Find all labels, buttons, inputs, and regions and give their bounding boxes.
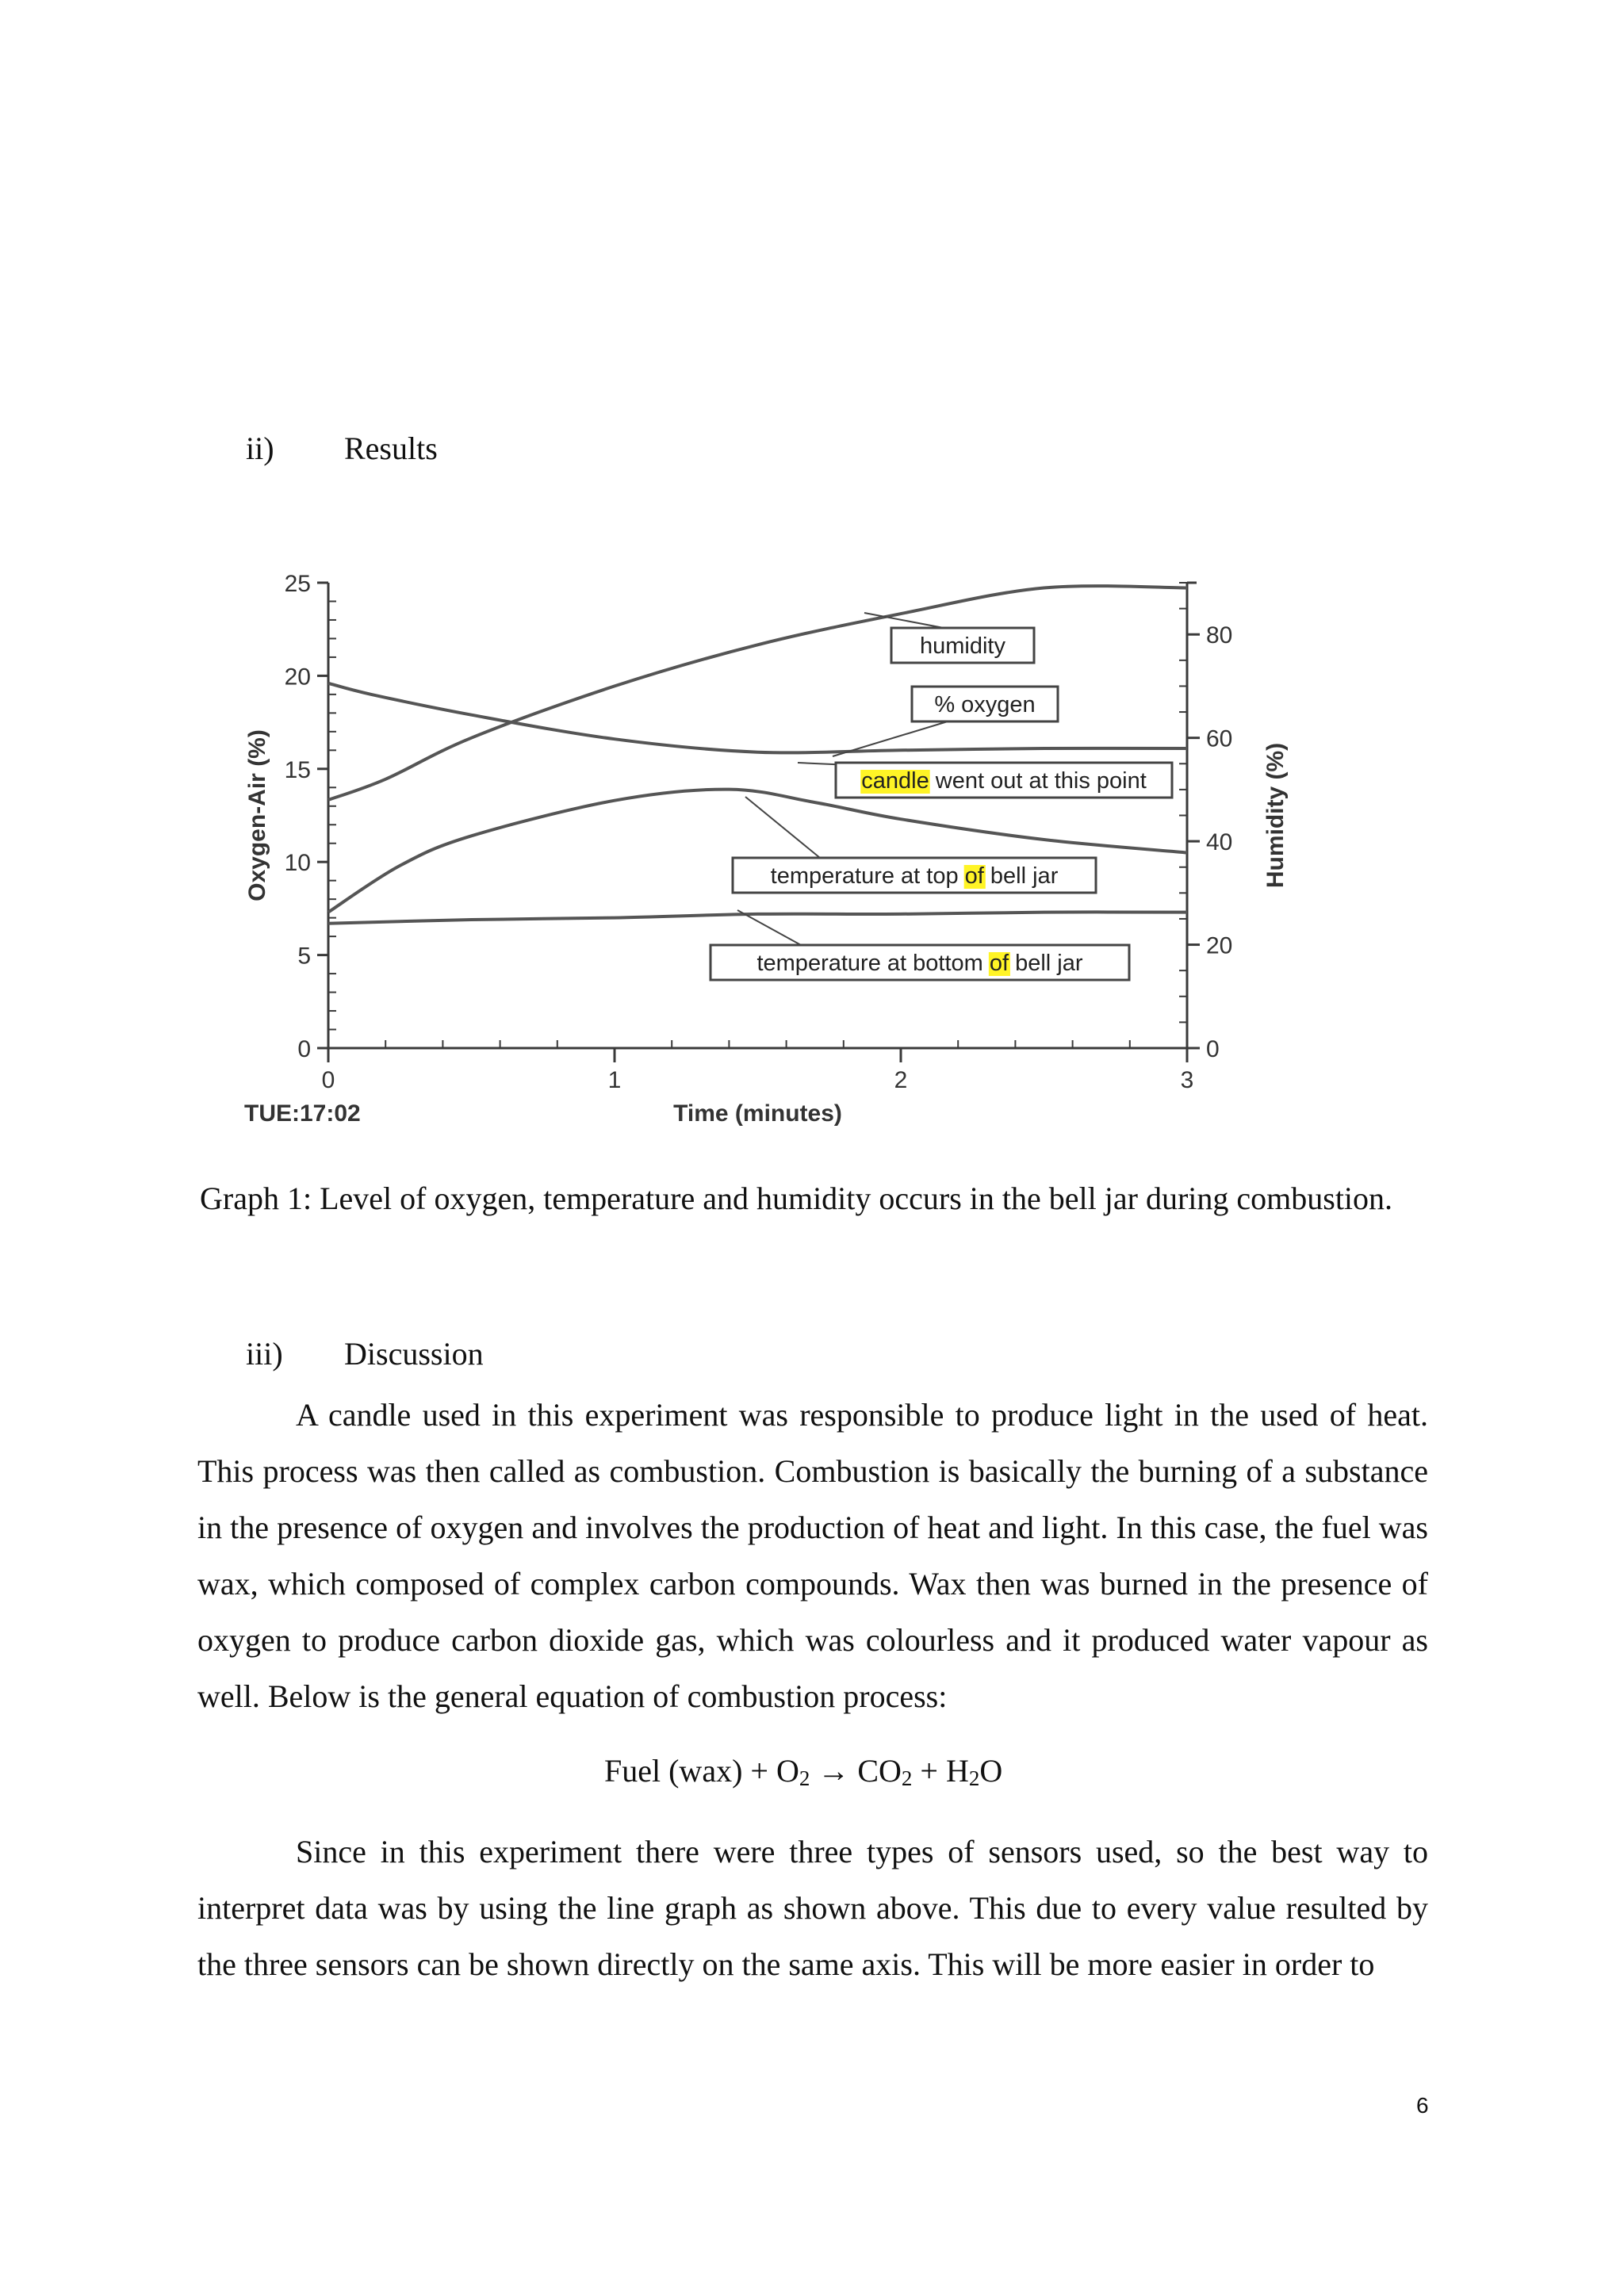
left-tick-label: 25 xyxy=(284,571,311,597)
annotation-leader-line xyxy=(745,797,820,858)
equation-subscript: 2 xyxy=(968,1766,980,1790)
annotation-label xyxy=(771,863,1059,889)
equation-tail: O xyxy=(979,1753,1003,1789)
equation-subscript: 2 xyxy=(799,1766,810,1790)
left-tick-label: 5 xyxy=(297,943,311,970)
left-tick-label: 15 xyxy=(284,756,311,783)
right-tick-label: 40 xyxy=(1206,829,1233,856)
x-tick-label: 3 xyxy=(1180,1067,1194,1093)
combustion-line-chart xyxy=(230,555,1316,1142)
right-tick-label: 60 xyxy=(1206,725,1233,752)
right-tick-label: 20 xyxy=(1206,932,1233,959)
chart-axes xyxy=(317,583,1200,1062)
left-tick-label: 0 xyxy=(297,1036,311,1062)
x-tick-label: 0 xyxy=(321,1067,335,1093)
discussion-paragraph-2 xyxy=(197,1823,1428,1992)
graph-caption: Graph 1: Level of oxygen, temperature and humidity occurs in the bell jar during combustion. xyxy=(200,1181,1393,1216)
x-start-label: TUE:17:02 xyxy=(244,1100,361,1127)
page-number: 6 xyxy=(1416,2093,1429,2118)
combustion-equation xyxy=(604,1752,1002,1791)
left-axis-title: Oxygen-Air (%) xyxy=(244,729,270,901)
left-tick-label: 20 xyxy=(284,664,311,691)
discussion-paragraph-1-text: A candle used in this experiment was responsible to produce light in the used of heat. This process was then called as combustion. Combustion is basically the burning of a substance in the presence of oxygen and involves the production of heat and light. In this case, the fuel was wax, which composed of complex carbon compounds. Wax then was burned in the presence of oxygen to produce carbon dioxide gas, which was colourless and it produced water vapour as well. Below is the general equation of combustion process: xyxy=(197,1397,1428,1714)
results-heading xyxy=(246,430,722,469)
right-axis-title: Humidity (%) xyxy=(1262,742,1289,889)
equation-arrow: → CO xyxy=(810,1753,902,1789)
annotation-text: temperature at top xyxy=(770,863,965,889)
x-axis-title: Time (minutes) xyxy=(673,1100,842,1127)
left-tick-label: 10 xyxy=(284,850,311,877)
discussion-paragraph-2-text: Since in this experiment there were three types of sensors used, so the best way to interpret data was by using the line graph as shown above. This due to every value resulted by the three sensors can be shown directly on the same axis. This will be more easier in order to xyxy=(197,1834,1428,1982)
annotation-highlighted-text: candle xyxy=(861,768,929,794)
x-tick-label: 2 xyxy=(894,1067,908,1093)
equation-plus: + H xyxy=(912,1753,969,1789)
annotation-highlighted-text: of xyxy=(989,951,1009,976)
annotation-text: bell jar xyxy=(983,863,1059,889)
annotation-text: humidity xyxy=(920,633,1005,659)
annotation-text: went out at this point xyxy=(929,768,1147,794)
equation-lhs: Fuel (wax) + O xyxy=(604,1753,799,1789)
right-tick-label: 0 xyxy=(1206,1036,1220,1062)
annotation-text: temperature at bottom xyxy=(756,951,990,976)
annotation-label xyxy=(920,633,1005,659)
discussion-heading xyxy=(246,1335,722,1375)
right-tick-label: 80 xyxy=(1206,622,1233,649)
discussion-heading-number: iii) xyxy=(246,1336,283,1372)
annotation-leader-line xyxy=(864,613,944,628)
results-heading-number: ii) xyxy=(246,430,274,466)
annotation-label xyxy=(861,768,1147,794)
equation-subscript: 2 xyxy=(901,1766,913,1790)
annotation-label xyxy=(756,951,1082,976)
annotation-highlighted-text: of xyxy=(964,863,984,889)
annotation-text: % oxygen xyxy=(934,692,1036,718)
discussion-paragraph-1 xyxy=(197,1387,1428,1724)
x-tick-label: 1 xyxy=(607,1067,622,1093)
annotation-text: bell jar xyxy=(1009,951,1083,976)
results-heading-title: Results xyxy=(344,430,438,466)
annotation-label xyxy=(934,692,1035,718)
discussion-heading-title: Discussion xyxy=(344,1336,484,1372)
